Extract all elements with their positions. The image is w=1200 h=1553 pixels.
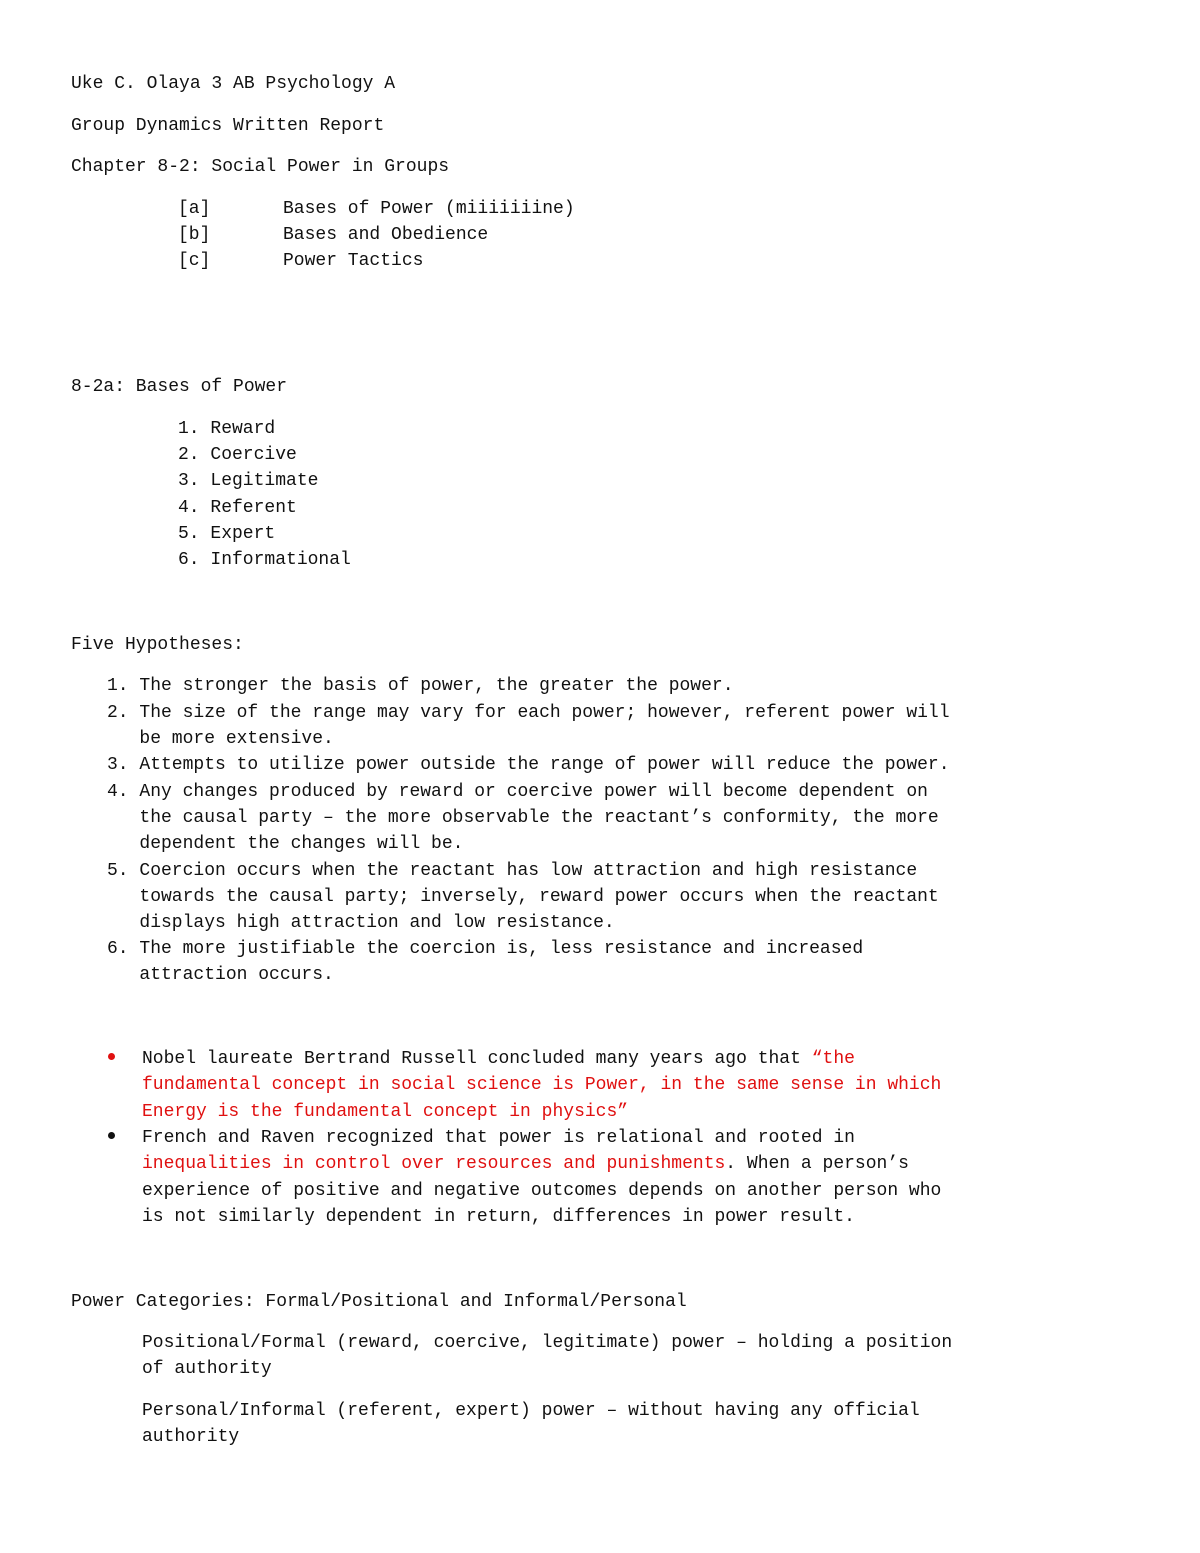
hypothesis-line: towards the causal party; inversely, reward power occurs when the reactant [107, 887, 939, 907]
bases-item: 5. Expert [178, 524, 276, 544]
hypothesis-line: 4. Any changes produced by reward or coercive power will become dependent on [107, 782, 928, 802]
hypothesis-line: attraction occurs. [107, 965, 334, 985]
outline-item-c: Power Tactics [283, 251, 424, 271]
outline-item-a: Bases of Power (miiiiiiine) [283, 199, 575, 219]
bases-item: 1. Reward [178, 419, 276, 439]
hypothesis-line: 2. The size of the range may vary for each power; however, referent power will [107, 703, 950, 723]
hypotheses-heading: Five Hypotheses: [71, 635, 244, 655]
bases-item: 6. Informational [178, 550, 351, 570]
bullet-dot-red [108, 1053, 115, 1060]
positional-line2: of authority [142, 1359, 272, 1379]
russell-quote-line2: fundamental concept in social science is Power, in the same sense in which [142, 1075, 942, 1095]
categories-heading: Power Categories: Formal/Positional and Informal/Personal [71, 1292, 687, 1312]
hypothesis-line: be more extensive. [107, 729, 334, 749]
bases-item: 4. Referent [178, 498, 297, 518]
french-raven-line1: French and Raven recognized that power is relational and rooted in [142, 1128, 855, 1148]
outline-marker-b: [b] [178, 225, 211, 245]
author-line: Uke C. Olaya 3 AB Psychology A [71, 74, 396, 94]
hypothesis-line: the causal party – the more observable the reactant’s conformity, the more [107, 808, 939, 828]
personal-line2: authority [142, 1427, 240, 1447]
outline-item-b: Bases and Obedience [283, 225, 489, 245]
russell-quote-line1 [142, 1046, 855, 1072]
hypothesis-line: 5. Coercion occurs when the reactant has low attraction and high resistance [107, 861, 918, 881]
russell-quote-start: “the [811, 1049, 855, 1069]
bullet-dot [108, 1132, 115, 1139]
french-raven-line2 [142, 1151, 909, 1177]
french-raven-line3: experience of positive and negative outcomes depends on another person who [142, 1181, 942, 1201]
russell-quote-line3: Energy is the fundamental concept in physics” [142, 1102, 629, 1122]
hypothesis-line: 1. The stronger the basis of power, the greater the power. [107, 676, 734, 696]
bases-heading: 8-2a: Bases of Power [71, 377, 288, 397]
outline-marker-c: [c] [178, 251, 211, 271]
hypothesis-line: displays high attraction and low resistance. [107, 913, 615, 933]
hypothesis-line: dependent the changes will be. [107, 834, 464, 854]
outline-marker-a: [a] [178, 199, 211, 219]
french-raven-line2-rest: . When a person’s [725, 1154, 909, 1174]
bases-item: 3. Legitimate [178, 471, 319, 491]
russell-intro-text: Nobel laureate Bertrand Russell concluded many years ago that [142, 1049, 812, 1069]
inequalities-highlight: inequalities in control over resources and punishments [142, 1154, 726, 1174]
personal-line1: Personal/Informal (referent, expert) power – without having any official [142, 1401, 920, 1421]
french-raven-line4: is not similarly dependent in return, differences in power result. [142, 1207, 855, 1227]
bases-item: 2. Coercive [178, 445, 297, 465]
hypothesis-line: 6. The more justifiable the coercion is, less resistance and increased [107, 939, 864, 959]
course-line: Group Dynamics Written Report [71, 116, 385, 136]
hypothesis-line: 3. Attempts to utilize power outside the range of power will reduce the power. [107, 755, 950, 775]
chapter-title: Chapter 8-2: Social Power in Groups [71, 157, 450, 177]
positional-line1: Positional/Formal (reward, coercive, legitimate) power – holding a position [142, 1333, 953, 1353]
